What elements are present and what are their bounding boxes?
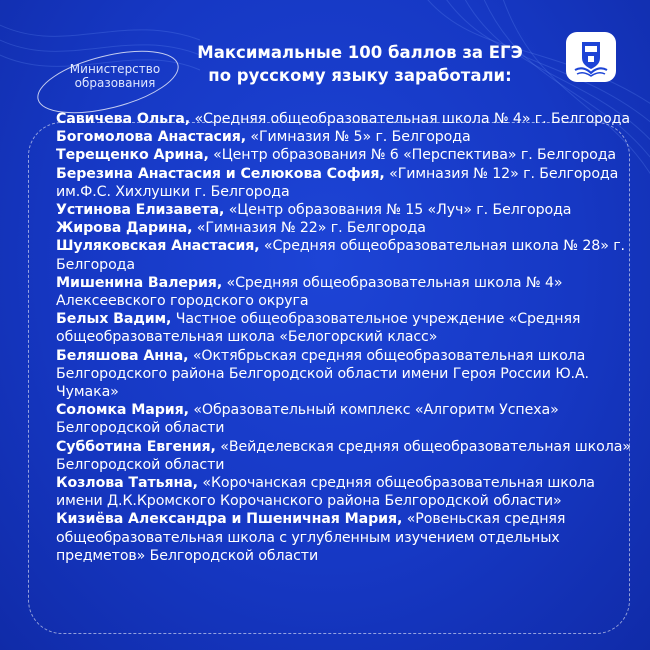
list-item: [56, 146, 636, 164]
student-name: Савичева Ольга,: [56, 111, 191, 127]
school-text: «Гимназия № 5» г. Белгорода: [246, 129, 471, 146]
list-item: [56, 510, 636, 565]
list-item: [56, 201, 636, 219]
student-name: Белых Вадим,: [56, 311, 172, 328]
list-item: [56, 165, 636, 201]
student-name: Мишенина Валерия,: [56, 274, 223, 291]
list-item: [56, 219, 636, 237]
student-name: Шуляковская Анастасия,: [56, 238, 260, 255]
student-name: Кизиёва Александра и Пшеничная Мария,: [56, 511, 403, 528]
list-item: [56, 310, 636, 346]
school-text: «Средняя общеобразовательная школа № 28» г. Белгорода: [56, 238, 625, 273]
school-text: «Средняя общеобразовательная школа № 4» г. Белгорода: [190, 111, 630, 127]
title-line-2: по русскому языку заработали:: [208, 66, 512, 85]
school-text: «Ровеньская средняя общеобразовательная школа с углубленным изучением отдельных предметов» Белгородской области: [56, 511, 566, 564]
school-text: «Вейделевская средняя общеобразовательная школа» Белгородской области: [56, 438, 631, 473]
school-text: «Корочанская средняя общеобразовательная школа имени Д.К.Кромского Корочанского района Белгородской области»: [56, 475, 595, 510]
list-item: [56, 110, 636, 128]
school-text: «Гимназия № 12» г. Белгорода им.Ф.С. Хихлушки г. Белгорода: [56, 165, 619, 200]
school-text: Частное общеобразовательное учреждение «Средняя общеобразовательная школа «Белогорский класс»: [56, 311, 581, 346]
list-item: [56, 128, 636, 146]
student-name: Субботина Евгения,: [56, 438, 216, 455]
school-text: «Средняя общеобразовательная школа № 4» Алексеевского городского округа: [56, 274, 563, 310]
ministry-line-2: образования: [74, 76, 156, 90]
school-text: «Центр образования № 6 «Перспектива» г. Белгорода: [208, 147, 617, 164]
school-text: «Образовательный комплекс «Алгоритм Успеха» Белгородской области: [56, 402, 559, 437]
student-name: Козлова Татьяна,: [56, 475, 198, 492]
ministry-line-1: Министерство: [69, 62, 161, 76]
student-name: Жирова Дарина,: [56, 220, 193, 237]
list-item: [56, 347, 636, 402]
title-line-1: Максимальные 100 баллов за ЕГЭ: [197, 43, 523, 62]
school-text: «Гимназия № 22» г. Белгорода: [192, 220, 426, 237]
student-name: Соломка Мария,: [56, 402, 189, 419]
page-title: [170, 41, 550, 87]
list-item: [56, 438, 636, 474]
list-item: [56, 274, 636, 310]
list-item: [56, 401, 636, 437]
regional-emblem-icon: [566, 32, 616, 82]
list-item: [56, 237, 636, 273]
ministry-label: [30, 46, 180, 116]
winners-list: [56, 110, 636, 565]
student-name: Беляшова Анна,: [56, 347, 189, 364]
student-name: Богомолова Анастасия,: [56, 129, 247, 146]
school-text: «Октябрьская средняя общеобразовательная школа Белгородского района Белгородской области имени Героя России Ю.А. Чумака»: [56, 347, 589, 401]
student-name: Березина Анастасия и Селюкова София,: [56, 165, 385, 182]
student-name: Устинова Елизавета,: [56, 202, 225, 219]
list-item: [56, 474, 636, 510]
school-text: «Центр образования № 15 «Луч» г. Белгорода: [224, 202, 572, 219]
student-name: Терещенко Арина,: [56, 147, 209, 164]
